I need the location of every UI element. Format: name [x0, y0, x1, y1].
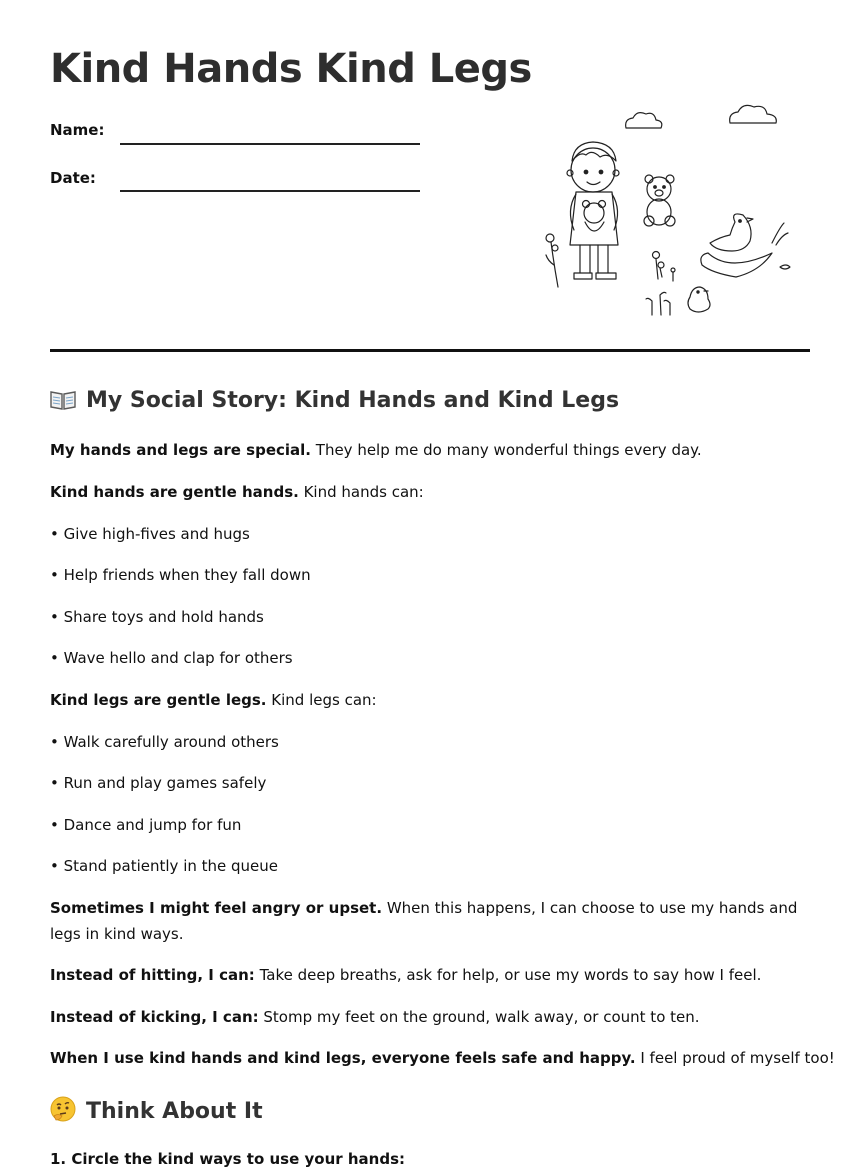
name-label: Name: [50, 121, 105, 139]
cloud-icon [626, 113, 662, 128]
story-paragraph [50, 437, 810, 463]
coloring-illustration [540, 95, 810, 325]
list-item: • Help friends when they fall down [50, 566, 311, 584]
list-item: • Give high-fives and hugs [50, 525, 250, 543]
hitting-text: Take deep breaths, ask for help, or use my words to say how I feel. [254, 966, 762, 984]
story-paragraph [50, 962, 810, 988]
date-label: Date: [50, 169, 96, 187]
angry-bold-text: Sometimes I might feel angry or upset. [50, 899, 383, 917]
story-paragraph [50, 479, 810, 505]
boy-with-teddy-icon [567, 142, 619, 279]
story-paragraph [50, 1045, 835, 1071]
kicking-text: Stomp my feet on the ground, walk away, or count to ten. [258, 1008, 700, 1026]
story-paragraph [50, 895, 810, 947]
legs-bold-text: Kind legs are gentle legs. [50, 691, 267, 709]
small-bird-icon [688, 287, 710, 312]
list-item: • Wave hello and clap for others [50, 649, 293, 667]
angry-text: When this happens, I can choose to use my hands and legs in kind ways. [50, 899, 798, 943]
open-book-icon [50, 389, 78, 417]
story-paragraph [50, 687, 810, 713]
cloud-icon [730, 105, 777, 123]
list-item: • Share toys and hold hands [50, 608, 264, 626]
teddy-bear-icon [644, 175, 675, 226]
intro-bold-text: My hands and legs are special. [50, 441, 312, 459]
section-divider [50, 349, 810, 352]
intro-text: They help me do many wonderful things every day. [311, 441, 702, 459]
flower-icon [546, 234, 675, 315]
legs-text: Kind legs can: [266, 691, 377, 709]
hands-text: Kind hands can: [298, 483, 424, 501]
list-item: • Run and play games safely [50, 774, 267, 792]
think-heading-text: Think About It [86, 1099, 263, 1124]
hitting-bold-text: Instead of hitting, I can: [50, 966, 255, 984]
closing-text: I feel proud of myself too! [635, 1049, 835, 1067]
story-heading [50, 388, 619, 417]
list-item: • Walk carefully around others [50, 733, 279, 751]
date-write-line [120, 190, 420, 192]
list-item: • Stand patiently in the queue [50, 857, 279, 875]
story-paragraph [50, 1004, 810, 1030]
kicking-bold-text: Instead of kicking, I can: [50, 1008, 259, 1026]
story-heading-text: My Social Story: Kind Hands and Kind Legs [86, 388, 620, 413]
list-item: • Dance and jump for fun [50, 816, 242, 834]
closing-bold-text: When I use kind hands and kind legs, everyone feels safe and happy. [50, 1049, 636, 1067]
thinking-face-icon [50, 1096, 78, 1128]
worksheet-title: Kind Hands Kind Legs [50, 46, 532, 92]
question-1: 1. Circle the kind ways to use your hands: [50, 1150, 406, 1168]
hands-bold-text: Kind hands are gentle hands. [50, 483, 299, 501]
think-heading [50, 1096, 263, 1128]
name-write-line [120, 143, 420, 145]
bird-icon [701, 214, 790, 277]
